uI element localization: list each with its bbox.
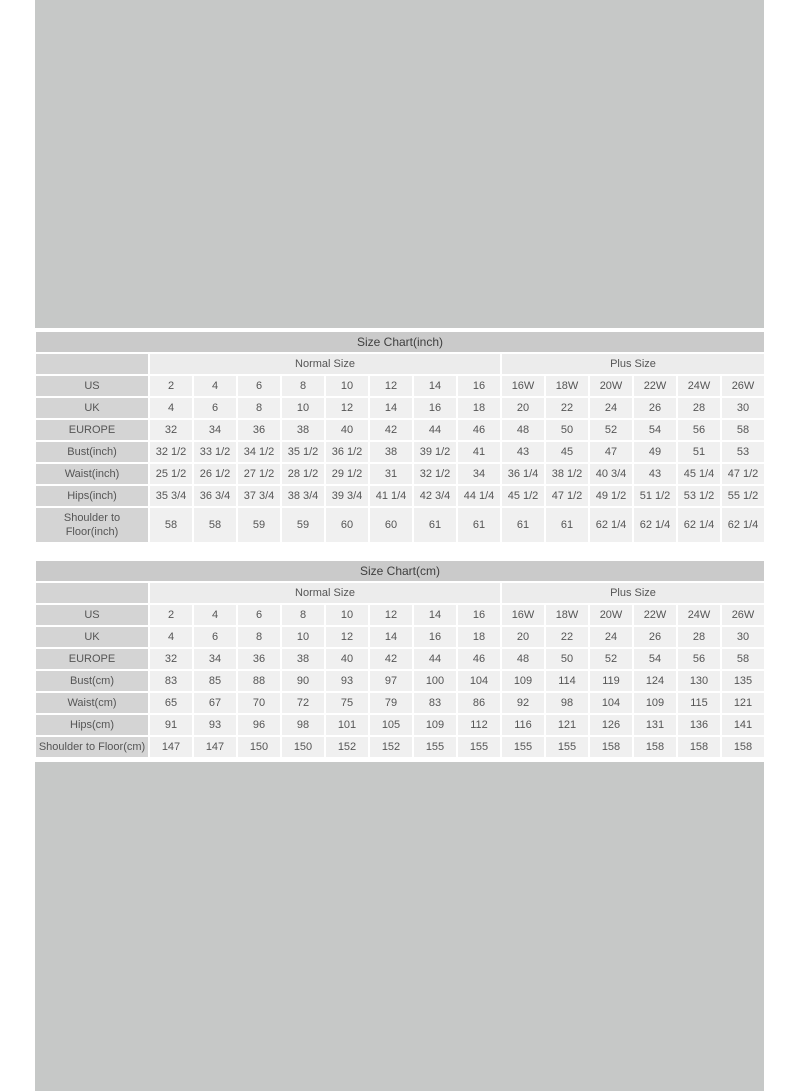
table-row <box>36 486 764 506</box>
row-label-cell: Bust(inch) <box>36 442 148 462</box>
size-value-cell: 79 <box>370 693 412 713</box>
size-value-cell: 43 <box>502 442 544 462</box>
table-row <box>36 693 764 713</box>
size-value-cell: 14 <box>414 376 456 396</box>
size-value-cell: 29 1/2 <box>326 464 368 484</box>
size-value-cell: 16 <box>414 398 456 418</box>
table-row <box>36 627 764 647</box>
table-row <box>36 671 764 691</box>
size-value-cell: 83 <box>150 671 192 691</box>
size-value-cell: 51 <box>678 442 720 462</box>
size-value-cell: 27 1/2 <box>238 464 280 484</box>
size-value-cell: 55 1/2 <box>722 486 764 506</box>
table-row <box>36 398 764 418</box>
corner-header-cell <box>36 583 148 603</box>
size-value-cell: 35 1/2 <box>282 442 324 462</box>
size-value-cell: 4 <box>150 398 192 418</box>
size-value-cell: 104 <box>590 693 632 713</box>
size-value-cell: 152 <box>370 737 412 757</box>
size-value-cell: 85 <box>194 671 236 691</box>
size-value-cell: 42 <box>370 649 412 669</box>
size-value-cell: 18W <box>546 605 588 625</box>
size-value-cell: 16 <box>458 376 500 396</box>
size-value-cell: 131 <box>634 715 676 735</box>
size-value-cell: 16W <box>502 605 544 625</box>
size-value-cell: 18 <box>458 627 500 647</box>
size-value-cell: 46 <box>458 420 500 440</box>
size-value-cell: 45 1/2 <box>502 486 544 506</box>
size-value-cell: 38 <box>370 442 412 462</box>
size-value-cell: 38 3/4 <box>282 486 324 506</box>
size-value-cell: 10 <box>326 605 368 625</box>
size-value-cell: 104 <box>458 671 500 691</box>
size-value-cell: 38 <box>282 420 324 440</box>
row-label-cell: US <box>36 605 148 625</box>
size-value-cell: 116 <box>502 715 544 735</box>
row-label-cell: UK <box>36 627 148 647</box>
size-value-cell: 50 <box>546 649 588 669</box>
table-row <box>36 420 764 440</box>
size-value-cell: 150 <box>282 737 324 757</box>
size-value-cell: 28 1/2 <box>282 464 324 484</box>
size-value-cell: 14 <box>370 398 412 418</box>
size-value-cell: 36 1/2 <box>326 442 368 462</box>
size-value-cell: 10 <box>282 627 324 647</box>
size-value-cell: 6 <box>194 398 236 418</box>
size-value-cell: 83 <box>414 693 456 713</box>
size-value-cell: 152 <box>326 737 368 757</box>
size-value-cell: 67 <box>194 693 236 713</box>
size-value-cell: 16 <box>458 605 500 625</box>
size-value-cell: 8 <box>238 627 280 647</box>
table-row <box>36 649 764 669</box>
size-value-cell: 12 <box>326 398 368 418</box>
size-value-cell: 62 1/4 <box>634 508 676 542</box>
size-value-cell: 53 <box>722 442 764 462</box>
size-value-cell: 65 <box>150 693 192 713</box>
size-value-cell: 147 <box>194 737 236 757</box>
table-row <box>36 737 764 757</box>
size-value-cell: 58 <box>194 508 236 542</box>
size-value-cell: 54 <box>634 649 676 669</box>
size-value-cell: 155 <box>502 737 544 757</box>
size-value-cell: 54 <box>634 420 676 440</box>
size-value-cell: 26 <box>634 627 676 647</box>
size-value-cell: 32 <box>150 420 192 440</box>
size-value-cell: 30 <box>722 627 764 647</box>
size-value-cell: 2 <box>150 605 192 625</box>
size-value-cell: 31 <box>370 464 412 484</box>
size-value-cell: 34 <box>458 464 500 484</box>
table-title-bar: Size Chart(cm) <box>36 561 764 581</box>
size-value-cell: 26W <box>722 376 764 396</box>
size-value-cell: 32 <box>150 649 192 669</box>
size-value-cell: 47 1/2 <box>546 486 588 506</box>
size-value-cell: 16 <box>414 627 456 647</box>
size-value-cell: 45 1/4 <box>678 464 720 484</box>
size-value-cell: 47 <box>590 442 632 462</box>
size-value-cell: 141 <box>722 715 764 735</box>
row-label-cell: EUROPE <box>36 649 148 669</box>
size-value-cell: 40 <box>326 649 368 669</box>
size-value-cell: 18 <box>458 398 500 418</box>
size-value-cell: 41 1/4 <box>370 486 412 506</box>
size-value-cell: 10 <box>326 376 368 396</box>
table-row <box>36 376 764 396</box>
size-value-cell: 36 <box>238 420 280 440</box>
row-label-cell: US <box>36 376 148 396</box>
size-value-cell: 91 <box>150 715 192 735</box>
size-value-cell: 62 1/4 <box>678 508 720 542</box>
corner-header-cell <box>36 354 148 374</box>
size-chart-cm-table <box>34 559 766 759</box>
size-value-cell: 59 <box>238 508 280 542</box>
size-value-cell: 48 <box>502 649 544 669</box>
size-value-cell: 22 <box>546 398 588 418</box>
size-value-cell: 14 <box>414 605 456 625</box>
size-value-cell: 62 1/4 <box>722 508 764 542</box>
size-value-cell: 155 <box>546 737 588 757</box>
size-value-cell: 42 3/4 <box>414 486 456 506</box>
size-value-cell: 97 <box>370 671 412 691</box>
size-value-cell: 22W <box>634 376 676 396</box>
size-value-cell: 109 <box>634 693 676 713</box>
group-header-normal-size: Normal Size <box>150 583 500 603</box>
size-value-cell: 93 <box>194 715 236 735</box>
size-value-cell: 10 <box>282 398 324 418</box>
size-value-cell: 105 <box>370 715 412 735</box>
size-value-cell: 56 <box>678 420 720 440</box>
size-value-cell: 35 3/4 <box>150 486 192 506</box>
group-header-plus-size: Plus Size <box>502 583 764 603</box>
size-value-cell: 121 <box>546 715 588 735</box>
size-value-cell: 6 <box>238 605 280 625</box>
size-value-cell: 158 <box>722 737 764 757</box>
size-value-cell: 12 <box>370 376 412 396</box>
size-value-cell: 36 3/4 <box>194 486 236 506</box>
size-value-cell: 32 1/2 <box>414 464 456 484</box>
group-header-plus-size: Plus Size <box>502 354 764 374</box>
size-value-cell: 124 <box>634 671 676 691</box>
size-value-cell: 58 <box>722 649 764 669</box>
size-value-cell: 43 <box>634 464 676 484</box>
size-value-cell: 44 1/4 <box>458 486 500 506</box>
size-value-cell: 8 <box>282 376 324 396</box>
size-value-cell: 75 <box>326 693 368 713</box>
row-label-cell: UK <box>36 398 148 418</box>
size-value-cell: 114 <box>546 671 588 691</box>
size-value-cell: 38 1/2 <box>546 464 588 484</box>
size-value-cell: 22 <box>546 627 588 647</box>
size-value-cell: 158 <box>634 737 676 757</box>
size-value-cell: 109 <box>414 715 456 735</box>
row-label-cell: EUROPE <box>36 420 148 440</box>
size-value-cell: 38 <box>282 649 324 669</box>
row-label-cell: Shoulder to Floor(inch) <box>36 508 148 542</box>
table-row <box>36 442 764 462</box>
size-value-cell: 40 <box>326 420 368 440</box>
table-row <box>36 605 764 625</box>
size-value-cell: 22W <box>634 605 676 625</box>
size-value-cell: 24 <box>590 627 632 647</box>
gray-background-bottom <box>35 762 764 1091</box>
size-value-cell: 28 <box>678 398 720 418</box>
size-value-cell: 2 <box>150 376 192 396</box>
size-value-cell: 98 <box>546 693 588 713</box>
gray-background-top <box>35 0 764 328</box>
size-value-cell: 155 <box>414 737 456 757</box>
size-value-cell: 101 <box>326 715 368 735</box>
group-header-normal-size: Normal Size <box>150 354 500 374</box>
size-value-cell: 112 <box>458 715 500 735</box>
size-value-cell: 8 <box>238 398 280 418</box>
row-label-cell: Bust(cm) <box>36 671 148 691</box>
size-value-cell: 52 <box>590 649 632 669</box>
size-value-cell: 50 <box>546 420 588 440</box>
size-value-cell: 92 <box>502 693 544 713</box>
size-value-cell: 93 <box>326 671 368 691</box>
size-value-cell: 155 <box>458 737 500 757</box>
size-value-cell: 26W <box>722 605 764 625</box>
size-value-cell: 53 1/2 <box>678 486 720 506</box>
size-value-cell: 25 1/2 <box>150 464 192 484</box>
size-value-cell: 61 <box>546 508 588 542</box>
size-value-cell: 61 <box>458 508 500 542</box>
size-value-cell: 39 1/2 <box>414 442 456 462</box>
size-value-cell: 44 <box>414 649 456 669</box>
size-value-cell: 96 <box>238 715 280 735</box>
size-value-cell: 12 <box>326 627 368 647</box>
size-value-cell: 90 <box>282 671 324 691</box>
size-value-cell: 150 <box>238 737 280 757</box>
size-value-cell: 36 <box>238 649 280 669</box>
size-value-cell: 56 <box>678 649 720 669</box>
size-value-cell: 28 <box>678 627 720 647</box>
size-value-cell: 20 <box>502 627 544 647</box>
size-value-cell: 60 <box>370 508 412 542</box>
size-value-cell: 37 3/4 <box>238 486 280 506</box>
size-value-cell: 20W <box>590 376 632 396</box>
size-value-cell: 58 <box>150 508 192 542</box>
size-value-cell: 126 <box>590 715 632 735</box>
size-value-cell: 42 <box>370 420 412 440</box>
size-value-cell: 119 <box>590 671 632 691</box>
size-value-cell: 46 <box>458 649 500 669</box>
size-value-cell: 36 1/4 <box>502 464 544 484</box>
row-label-cell: Waist(inch) <box>36 464 148 484</box>
size-value-cell: 45 <box>546 442 588 462</box>
size-value-cell: 18W <box>546 376 588 396</box>
size-value-cell: 8 <box>282 605 324 625</box>
size-value-cell: 72 <box>282 693 324 713</box>
size-value-cell: 109 <box>502 671 544 691</box>
size-value-cell: 70 <box>238 693 280 713</box>
size-value-cell: 26 1/2 <box>194 464 236 484</box>
size-value-cell: 12 <box>370 605 412 625</box>
table-row <box>36 715 764 735</box>
size-value-cell: 24 <box>590 398 632 418</box>
row-label-cell: Hips(inch) <box>36 486 148 506</box>
size-value-cell: 135 <box>722 671 764 691</box>
table-row <box>36 464 764 484</box>
size-value-cell: 26 <box>634 398 676 418</box>
size-value-cell: 52 <box>590 420 632 440</box>
size-value-cell: 14 <box>370 627 412 647</box>
row-label-cell: Waist(cm) <box>36 693 148 713</box>
size-value-cell: 62 1/4 <box>590 508 632 542</box>
size-value-cell: 100 <box>414 671 456 691</box>
size-value-cell: 24W <box>678 376 720 396</box>
row-label-cell: Hips(cm) <box>36 715 148 735</box>
size-value-cell: 20 <box>502 398 544 418</box>
size-value-cell: 136 <box>678 715 720 735</box>
size-value-cell: 88 <box>238 671 280 691</box>
size-value-cell: 41 <box>458 442 500 462</box>
size-value-cell: 34 1/2 <box>238 442 280 462</box>
size-value-cell: 6 <box>194 627 236 647</box>
size-value-cell: 20W <box>590 605 632 625</box>
size-value-cell: 147 <box>150 737 192 757</box>
size-value-cell: 33 1/2 <box>194 442 236 462</box>
size-value-cell: 32 1/2 <box>150 442 192 462</box>
size-value-cell: 98 <box>282 715 324 735</box>
size-value-cell: 49 <box>634 442 676 462</box>
size-value-cell: 158 <box>590 737 632 757</box>
size-value-cell: 121 <box>722 693 764 713</box>
size-value-cell: 44 <box>414 420 456 440</box>
size-value-cell: 6 <box>238 376 280 396</box>
size-value-cell: 49 1/2 <box>590 486 632 506</box>
size-value-cell: 59 <box>282 508 324 542</box>
table-title-bar: Size Chart(inch) <box>36 332 764 352</box>
size-value-cell: 4 <box>150 627 192 647</box>
size-value-cell: 158 <box>678 737 720 757</box>
size-value-cell: 34 <box>194 649 236 669</box>
size-value-cell: 16W <box>502 376 544 396</box>
size-value-cell: 4 <box>194 605 236 625</box>
size-value-cell: 24W <box>678 605 720 625</box>
size-value-cell: 47 1/2 <box>722 464 764 484</box>
size-value-cell: 130 <box>678 671 720 691</box>
table-row <box>36 508 764 542</box>
size-value-cell: 40 3/4 <box>590 464 632 484</box>
size-value-cell: 61 <box>414 508 456 542</box>
size-value-cell: 34 <box>194 420 236 440</box>
size-value-cell: 86 <box>458 693 500 713</box>
row-label-cell: Shoulder to Floor(cm) <box>36 737 148 757</box>
size-chart-inch-table <box>34 330 766 544</box>
size-value-cell: 39 3/4 <box>326 486 368 506</box>
size-value-cell: 4 <box>194 376 236 396</box>
size-value-cell: 51 1/2 <box>634 486 676 506</box>
size-value-cell: 48 <box>502 420 544 440</box>
size-value-cell: 58 <box>722 420 764 440</box>
size-value-cell: 60 <box>326 508 368 542</box>
size-value-cell: 115 <box>678 693 720 713</box>
size-value-cell: 30 <box>722 398 764 418</box>
size-value-cell: 61 <box>502 508 544 542</box>
